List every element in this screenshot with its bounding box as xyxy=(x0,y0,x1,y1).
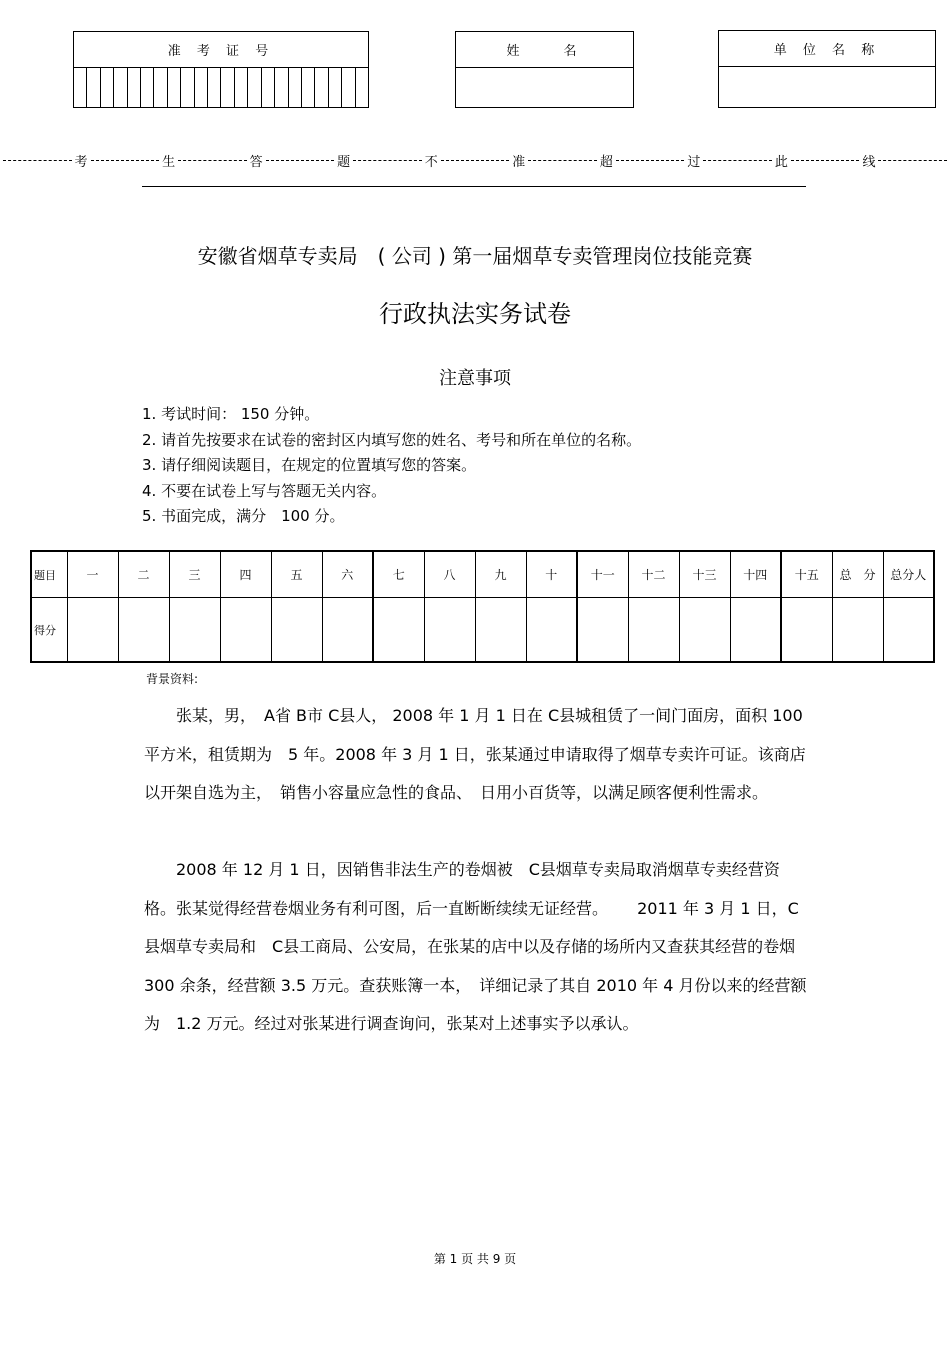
column-header: 八 xyxy=(424,551,475,598)
exam-id-digit-cell[interactable] xyxy=(181,68,194,107)
notice-item: 4. 不要在试卷上写与答题无关内容。 xyxy=(142,481,387,500)
score-cell[interactable] xyxy=(679,598,730,663)
score-cell[interactable] xyxy=(475,598,526,663)
column-header: 九 xyxy=(475,551,526,598)
column-header: 一 xyxy=(67,551,118,598)
seal-dash xyxy=(178,160,247,161)
score-cell[interactable] xyxy=(577,598,628,663)
score-cell[interactable] xyxy=(883,598,934,663)
score-table-header-row xyxy=(31,551,934,598)
score-cell[interactable] xyxy=(67,598,118,663)
column-header: 十二 xyxy=(628,551,679,598)
score-cell[interactable] xyxy=(832,598,883,663)
seal-dash xyxy=(703,160,772,161)
seal-dash xyxy=(616,160,685,161)
seal-dash xyxy=(353,160,422,161)
seal-dash xyxy=(791,160,860,161)
seal-char: 题 xyxy=(337,154,351,170)
exam-id-digit-cell[interactable] xyxy=(248,68,261,107)
score-cell[interactable] xyxy=(424,598,475,663)
exam-id-digit-cell[interactable] xyxy=(342,68,355,107)
exam-id-label: 准 考 证 号 xyxy=(74,32,368,68)
background-paragraph-1: 张某，男， A省 B市 C县人， 2008 年 1 月 1 日在 C县城租赁了一间门面房，面积 100 平方米，租赁期为 5 年。2008 年 3 月 1 日，张某通过申请取得了烟草专卖许可证。该商店以开架自选为主， 销售小容量应急性的食品、 日用小百货等，以满足顾客便利性需求。 xyxy=(144,706,806,802)
seal-char: 此 xyxy=(774,154,788,170)
exam-id-digit-cell[interactable] xyxy=(141,68,154,107)
seal-char: 过 xyxy=(687,154,701,170)
score-table-score-row xyxy=(31,598,934,663)
exam-id-digit-cell[interactable] xyxy=(235,68,248,107)
exam-id-digit-cell[interactable] xyxy=(114,68,127,107)
exam-id-digit-cell[interactable] xyxy=(302,68,315,107)
exam-id-digit-cell[interactable] xyxy=(275,68,288,107)
seal-dash xyxy=(441,160,510,161)
background-paragraph-2: 2008 年 12 月 1 日，因销售非法生产的卷烟被 C县烟草专卖局取消烟草专卖经营资格。张某觉得经营卷烟业务有利可图，后一直断断续续无证经营。 2011 年 3 月 1 日，C县烟草专卖局和 C县工商局、公安局，在张某的店中以及存储的场所内又查获其经营的卷烟 300 余条，经营额 3.5 万元。查获账簿一本， 详细记录了其自 2010 年 4 月份以来的经营额为 1.2 万元。经过对张某进行调查询问，张某对上述事实予以承认。 xyxy=(144,860,812,1033)
notice-heading: 注意事项 xyxy=(439,368,511,389)
name-field[interactable] xyxy=(456,68,633,107)
column-header: 四 xyxy=(220,551,271,598)
exam-title: 安徽省烟草专卖局 ( 公司 ) 第一届烟草专卖管理岗位技能竞赛 xyxy=(197,244,753,268)
score-cell[interactable] xyxy=(373,598,424,663)
seal-dash xyxy=(91,160,160,161)
exam-id-digit-cell[interactable] xyxy=(262,68,275,107)
page-footer: 第 1 页 共 9 页 xyxy=(433,1252,517,1266)
score-cell[interactable] xyxy=(628,598,679,663)
seal-dash xyxy=(528,160,597,161)
seal-dash xyxy=(878,160,947,161)
exam-id-digit-cell[interactable] xyxy=(315,68,328,107)
column-header: 十 xyxy=(526,551,577,598)
column-header: 十四 xyxy=(730,551,781,598)
background-label: 背景资料: xyxy=(146,672,199,686)
notice-item: 2. 请首先按要求在试卷的密封区内填写您的姓名、考号和所在单位的名称。 xyxy=(142,430,642,449)
notice-list xyxy=(142,402,641,530)
exam-id-digit-row xyxy=(74,68,368,107)
seal-char: 超 xyxy=(599,154,613,170)
seal-char: 不 xyxy=(424,154,438,170)
notice-item: 1. 考试时间： 150 分钟。 xyxy=(142,405,320,423)
score-cell[interactable] xyxy=(271,598,322,663)
exam-id-digit-cell[interactable] xyxy=(289,68,302,107)
column-header: 六 xyxy=(322,551,373,598)
name-box xyxy=(455,31,634,108)
divider xyxy=(142,186,806,187)
name-label: 姓 名 xyxy=(456,32,633,68)
exam-id-digit-cell[interactable] xyxy=(208,68,221,107)
seal-char: 考 xyxy=(74,154,88,170)
unit-field[interactable] xyxy=(719,67,935,107)
column-header: 五 xyxy=(271,551,322,598)
exam-id-digit-cell[interactable] xyxy=(168,68,181,107)
seal-char: 答 xyxy=(249,154,263,170)
notice-item: 3. 请仔细阅读题目，在规定的位置填写您的答案。 xyxy=(142,456,477,474)
exam-id-digit-cell[interactable] xyxy=(128,68,141,107)
seal-char: 生 xyxy=(162,154,176,170)
score-cell[interactable] xyxy=(730,598,781,663)
unit-box xyxy=(718,30,936,108)
seal-char: 准 xyxy=(512,154,526,170)
score-cell[interactable] xyxy=(781,598,832,663)
score-table xyxy=(30,550,935,663)
seal-dash xyxy=(3,160,72,161)
column-header: 十一 xyxy=(577,551,628,598)
column-header: 十五 xyxy=(781,551,832,598)
exam-id-digit-cell[interactable] xyxy=(154,68,167,107)
exam-id-digit-cell[interactable] xyxy=(356,68,368,107)
exam-id-digit-cell[interactable] xyxy=(221,68,234,107)
exam-id-digit-cell[interactable] xyxy=(74,68,87,107)
exam-id-digit-cell[interactable] xyxy=(101,68,114,107)
score-cell[interactable] xyxy=(322,598,373,663)
exam-id-digit-cell[interactable] xyxy=(329,68,342,107)
exam-id-digit-cell[interactable] xyxy=(195,68,208,107)
seal-dash xyxy=(266,160,335,161)
column-header: 二 xyxy=(118,551,169,598)
notice-item: 5. 书面完成，满分 100 分。 xyxy=(142,507,345,525)
exam-id-digit-cell[interactable] xyxy=(87,68,100,107)
score-cell[interactable] xyxy=(526,598,577,663)
column-header: 七 xyxy=(373,551,424,598)
row-label-question: 题目 xyxy=(31,551,67,598)
score-cell[interactable] xyxy=(118,598,169,663)
exam-id-box xyxy=(73,31,369,108)
column-header: 三 xyxy=(169,551,220,598)
column-header: 总 分 xyxy=(832,551,883,598)
row-label-score: 得分 xyxy=(31,598,67,663)
column-header: 十三 xyxy=(679,551,730,598)
score-cell[interactable] xyxy=(169,598,220,663)
unit-label: 单 位 名 称 xyxy=(719,31,935,67)
seal-line xyxy=(0,150,950,170)
column-header: 总分人 xyxy=(883,551,934,598)
seal-char: 线 xyxy=(862,154,876,170)
exam-subtitle: 行政执法实务试卷 xyxy=(379,300,571,328)
score-cell[interactable] xyxy=(220,598,271,663)
